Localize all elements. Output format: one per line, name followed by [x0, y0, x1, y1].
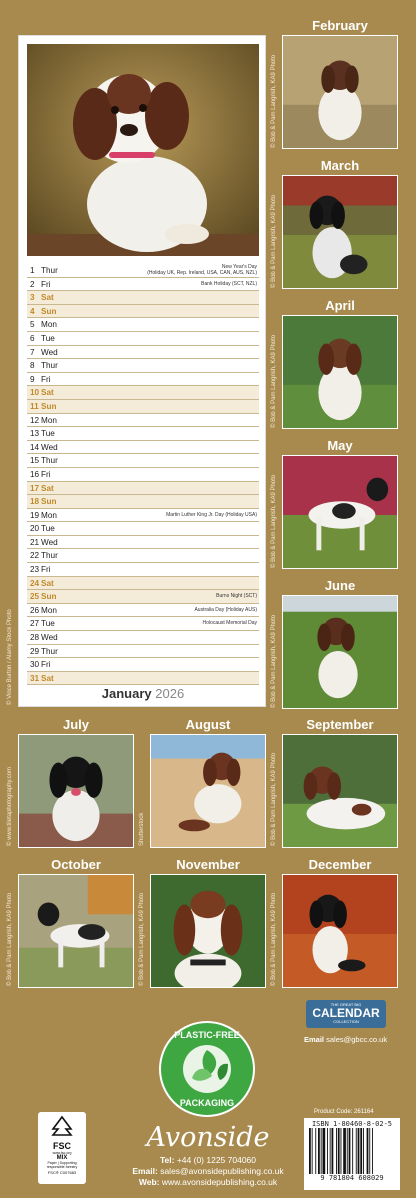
november-photo-credit: © Bob & Pam Langrish, KA9 Photo	[139, 892, 145, 986]
holiday-note: New Year's Day (Holiday UK, Rep. Ireland, USA, CAN, AUS, NZL)	[147, 264, 257, 276]
day-number: 29	[30, 646, 40, 656]
day-weekday: Tue	[41, 524, 55, 534]
month-label-december: December	[308, 857, 372, 872]
month-label-july: July	[62, 717, 89, 732]
october-dog-photo	[18, 874, 134, 988]
day-row	[27, 454, 259, 468]
day-number: 9	[30, 374, 35, 384]
day-weekday: Tue	[41, 619, 55, 629]
day-weekday: Tue	[41, 429, 55, 439]
gbcc-email-value: sales@gbcc.co.uk	[326, 1035, 388, 1044]
month-name: January	[101, 686, 152, 701]
september-dog-photo	[282, 734, 398, 848]
barcode-bar	[369, 1128, 370, 1174]
may-photo-credit: © Bob & Pam Langrish, KA9 Photo	[271, 474, 277, 568]
day-row	[27, 305, 259, 319]
barcode-bar	[323, 1128, 326, 1174]
gbcc-logo-line1: THE GREAT BIG	[330, 1002, 362, 1007]
publisher-email	[96, 1166, 320, 1177]
day-row	[27, 414, 259, 428]
day-weekday: Fri	[41, 279, 51, 289]
day-number: 2	[30, 279, 35, 289]
day-number: 21	[30, 537, 40, 547]
badge-bottom-text: PACKAGING	[179, 1098, 235, 1108]
day-weekday: Thur	[41, 361, 58, 371]
day-weekday: Mon	[41, 605, 57, 615]
day-weekday: Sun	[41, 592, 57, 602]
day-row	[27, 522, 259, 536]
september-photo-credit: © Bob & Pam Langrish, KA9 Photo	[271, 752, 277, 846]
day-row	[27, 604, 259, 618]
november-dog-photo	[150, 874, 266, 988]
fsc-code: FSC® C007683	[47, 1170, 77, 1175]
day-number: 13	[30, 429, 40, 439]
publisher-contacts	[96, 1155, 320, 1188]
day-number: 6	[30, 333, 35, 343]
october-photo-credit: © Bob & Pam Langrish, KA9 Photo	[7, 892, 13, 986]
june-photo-credit: © Bob & Pam Langrish, KA9 Photo	[271, 614, 277, 708]
day-number: 15	[30, 456, 40, 466]
barcode	[304, 1118, 400, 1190]
day-row	[27, 264, 259, 278]
day-weekday: Tue	[41, 333, 55, 343]
barcode-bar	[356, 1128, 357, 1174]
month-label-april: April	[325, 298, 355, 313]
day-row	[27, 441, 259, 455]
barcode-bar	[372, 1128, 373, 1174]
day-row	[27, 482, 259, 496]
day-weekday: Mon	[41, 320, 57, 330]
holiday-note: Martin Luther King Jr. Day (Holiday USA)	[166, 511, 257, 518]
day-row	[27, 645, 259, 659]
day-row	[27, 577, 259, 591]
february-dog-photo	[282, 35, 398, 149]
holiday-note: Burns Night (SCT)	[216, 593, 257, 600]
publisher-tel	[96, 1155, 320, 1166]
day-weekday: Sat	[41, 388, 54, 398]
day-weekday: Mon	[41, 510, 57, 520]
day-row	[27, 658, 259, 672]
day-weekday: Thur	[41, 456, 58, 466]
day-weekday: Fri	[41, 660, 51, 670]
day-row	[27, 536, 259, 550]
day-row	[27, 590, 259, 604]
day-number: 22	[30, 551, 40, 561]
day-number: 23	[30, 565, 40, 575]
month-label-may: May	[327, 438, 353, 453]
fsc-url: www.fsc.org	[52, 1151, 72, 1155]
barcode-bar	[318, 1128, 320, 1174]
april-photo-credit: © Bob & Pam Langrish, KA9 Photo	[271, 334, 277, 428]
day-weekday: Thur	[41, 266, 58, 275]
month-label-june: June	[324, 578, 356, 593]
day-number: 8	[30, 361, 35, 371]
barcode-bar	[312, 1128, 313, 1174]
barcode-bar	[363, 1128, 364, 1174]
gbcc-logo	[306, 1000, 386, 1028]
march-photo-credit: © Bob & Pam Langrish, KA9 Photo	[271, 194, 277, 288]
day-weekday: Mon	[41, 415, 57, 425]
badge-top-text: PLASTIC-FREE	[174, 1030, 240, 1040]
day-row	[27, 617, 259, 631]
day-row	[27, 359, 259, 373]
day-weekday: Fri	[41, 374, 51, 384]
day-weekday: Sun	[41, 306, 57, 316]
day-row	[27, 495, 259, 509]
fsc-mix: MIX	[56, 1155, 68, 1161]
day-row	[27, 563, 259, 577]
day-row	[27, 468, 259, 482]
february-photo-credit: © Bob & Pam Langrish, KA9 Photo	[271, 54, 277, 148]
day-number: 19	[30, 510, 40, 520]
may-dog-photo	[282, 455, 398, 569]
day-list	[27, 264, 259, 685]
plastic-free-badge	[158, 1020, 256, 1118]
holiday-note: Holocaust Memorial Day	[202, 620, 257, 627]
day-number: 26	[30, 605, 40, 615]
day-number: 11	[30, 401, 39, 411]
august-dog-photo	[150, 734, 266, 848]
day-row	[27, 549, 259, 563]
day-weekday: Thur	[41, 646, 58, 656]
gbcc-logo-line2: CALENDAR	[312, 1006, 380, 1020]
april-dog-photo	[282, 315, 398, 429]
barcode-bar	[360, 1128, 362, 1174]
barcode-bar	[321, 1128, 322, 1174]
barcode-bar	[338, 1128, 340, 1174]
day-weekday: Sat	[41, 673, 54, 683]
day-weekday: Fri	[41, 469, 51, 479]
publisher-email-label: Email:	[132, 1166, 158, 1176]
holiday-note: Australia Day (Holiday AUS)	[194, 606, 257, 613]
fsc-logo	[38, 1112, 86, 1184]
product-code: Product Code: 261164	[314, 1109, 374, 1115]
day-number: 4	[30, 306, 35, 316]
january-photo-credit: © Vince Burton / Alamy Stock Photo	[7, 609, 13, 705]
month-label-november: November	[176, 857, 240, 872]
day-row	[27, 346, 259, 360]
day-weekday: Thur	[41, 551, 58, 561]
day-row	[27, 318, 259, 332]
day-row	[27, 509, 259, 523]
day-number: 1	[30, 266, 35, 275]
day-weekday: Wed	[41, 633, 58, 643]
march-dog-photo	[282, 175, 398, 289]
day-row	[27, 278, 259, 292]
july-photo-credit: © www.tiletaphotography.com	[7, 766, 13, 846]
isbn-text: ISBN 1-80460-8-02-5	[311, 1120, 393, 1128]
barcode-bar	[341, 1128, 342, 1174]
barcode-bar	[349, 1128, 351, 1174]
holiday-note: Bank Holiday (SCT, NZL)	[201, 280, 257, 287]
day-number: 24	[30, 578, 40, 588]
day-weekday: Sat	[41, 578, 54, 588]
day-row	[27, 373, 259, 387]
day-weekday: Wed	[41, 347, 58, 357]
barcode-bar	[352, 1128, 353, 1174]
barcode-bar	[343, 1128, 346, 1174]
year: 2026	[155, 686, 185, 701]
day-number: 16	[30, 469, 40, 479]
day-number: 25	[30, 592, 40, 602]
barcode-bar	[347, 1128, 348, 1174]
day-number: 14	[30, 442, 40, 452]
day-number: 3	[30, 293, 35, 303]
day-weekday: Sat	[41, 483, 54, 493]
day-weekday: Wed	[41, 537, 58, 547]
month-label-september: September	[306, 717, 374, 732]
barcode-bar	[332, 1128, 334, 1174]
day-number: 18	[30, 497, 40, 507]
web-value: www.avonsidepublishing.co.uk	[161, 1177, 278, 1187]
gbcc-email-label: Email	[304, 1035, 325, 1044]
day-row	[27, 386, 259, 400]
tel-value: +44 (0) 1225 704060	[176, 1155, 257, 1165]
day-weekday: Sat	[41, 293, 54, 303]
day-row	[27, 672, 259, 686]
december-dog-photo	[282, 874, 398, 988]
day-weekday: Sun	[41, 497, 57, 507]
day-row	[27, 332, 259, 346]
publisher-web	[96, 1177, 320, 1188]
month-label-march: March	[320, 158, 360, 173]
december-photo-credit: © Bob & Pam Langrish, KA9 Photo	[271, 892, 277, 986]
gbcc-email	[304, 1035, 387, 1044]
august-photo-credit: Shutterstock	[139, 812, 145, 846]
barcode-bar	[358, 1128, 360, 1174]
day-number: 12	[30, 415, 40, 425]
fsc-tree-icon	[47, 1115, 77, 1137]
barcode-bar	[315, 1128, 316, 1174]
month-label-august: August	[185, 717, 231, 732]
day-row	[27, 291, 259, 305]
day-row	[27, 427, 259, 441]
fsc-desc: Paper | Supporting responsible forestry	[46, 1161, 78, 1169]
day-number: 17	[30, 483, 40, 493]
barcode-bar	[327, 1128, 328, 1174]
july-dog-photo	[18, 734, 134, 848]
barcode-bar	[309, 1128, 311, 1174]
day-number: 7	[30, 347, 35, 357]
barcode-number: 9 781804 608029	[320, 1174, 384, 1182]
day-weekday: Fri	[41, 565, 51, 575]
barcode-bar	[367, 1128, 369, 1174]
day-number: 10	[30, 388, 40, 398]
day-row	[27, 400, 259, 414]
tel-label: Tel:	[159, 1155, 175, 1165]
barcode-bar	[330, 1128, 331, 1174]
barcode-bar	[336, 1128, 337, 1174]
publisher-email-value: sales@avonsidepublishing.co.uk	[160, 1166, 284, 1176]
fsc-logo-text: FSC	[53, 1141, 71, 1151]
day-number: 5	[30, 320, 35, 330]
day-number: 31	[30, 673, 40, 683]
day-number: 20	[30, 524, 40, 534]
day-weekday: Wed	[41, 442, 58, 452]
day-weekday: Sun	[41, 401, 57, 411]
publisher-name: Avonside	[146, 1122, 270, 1153]
barcode-bars	[307, 1128, 397, 1174]
month-label-october: October	[51, 857, 101, 872]
day-number: 27	[30, 619, 40, 629]
january-dog-photo	[27, 44, 259, 256]
calendar-month-title	[19, 686, 267, 701]
june-dog-photo	[282, 595, 398, 709]
month-label-february: February	[312, 18, 368, 33]
january-calendar-card	[18, 35, 266, 707]
day-number: 28	[30, 633, 40, 643]
gbcc-logo-line3: COLLECTION	[333, 1019, 359, 1024]
day-number: 30	[30, 660, 40, 670]
day-row	[27, 631, 259, 645]
web-label: Web:	[138, 1177, 160, 1187]
